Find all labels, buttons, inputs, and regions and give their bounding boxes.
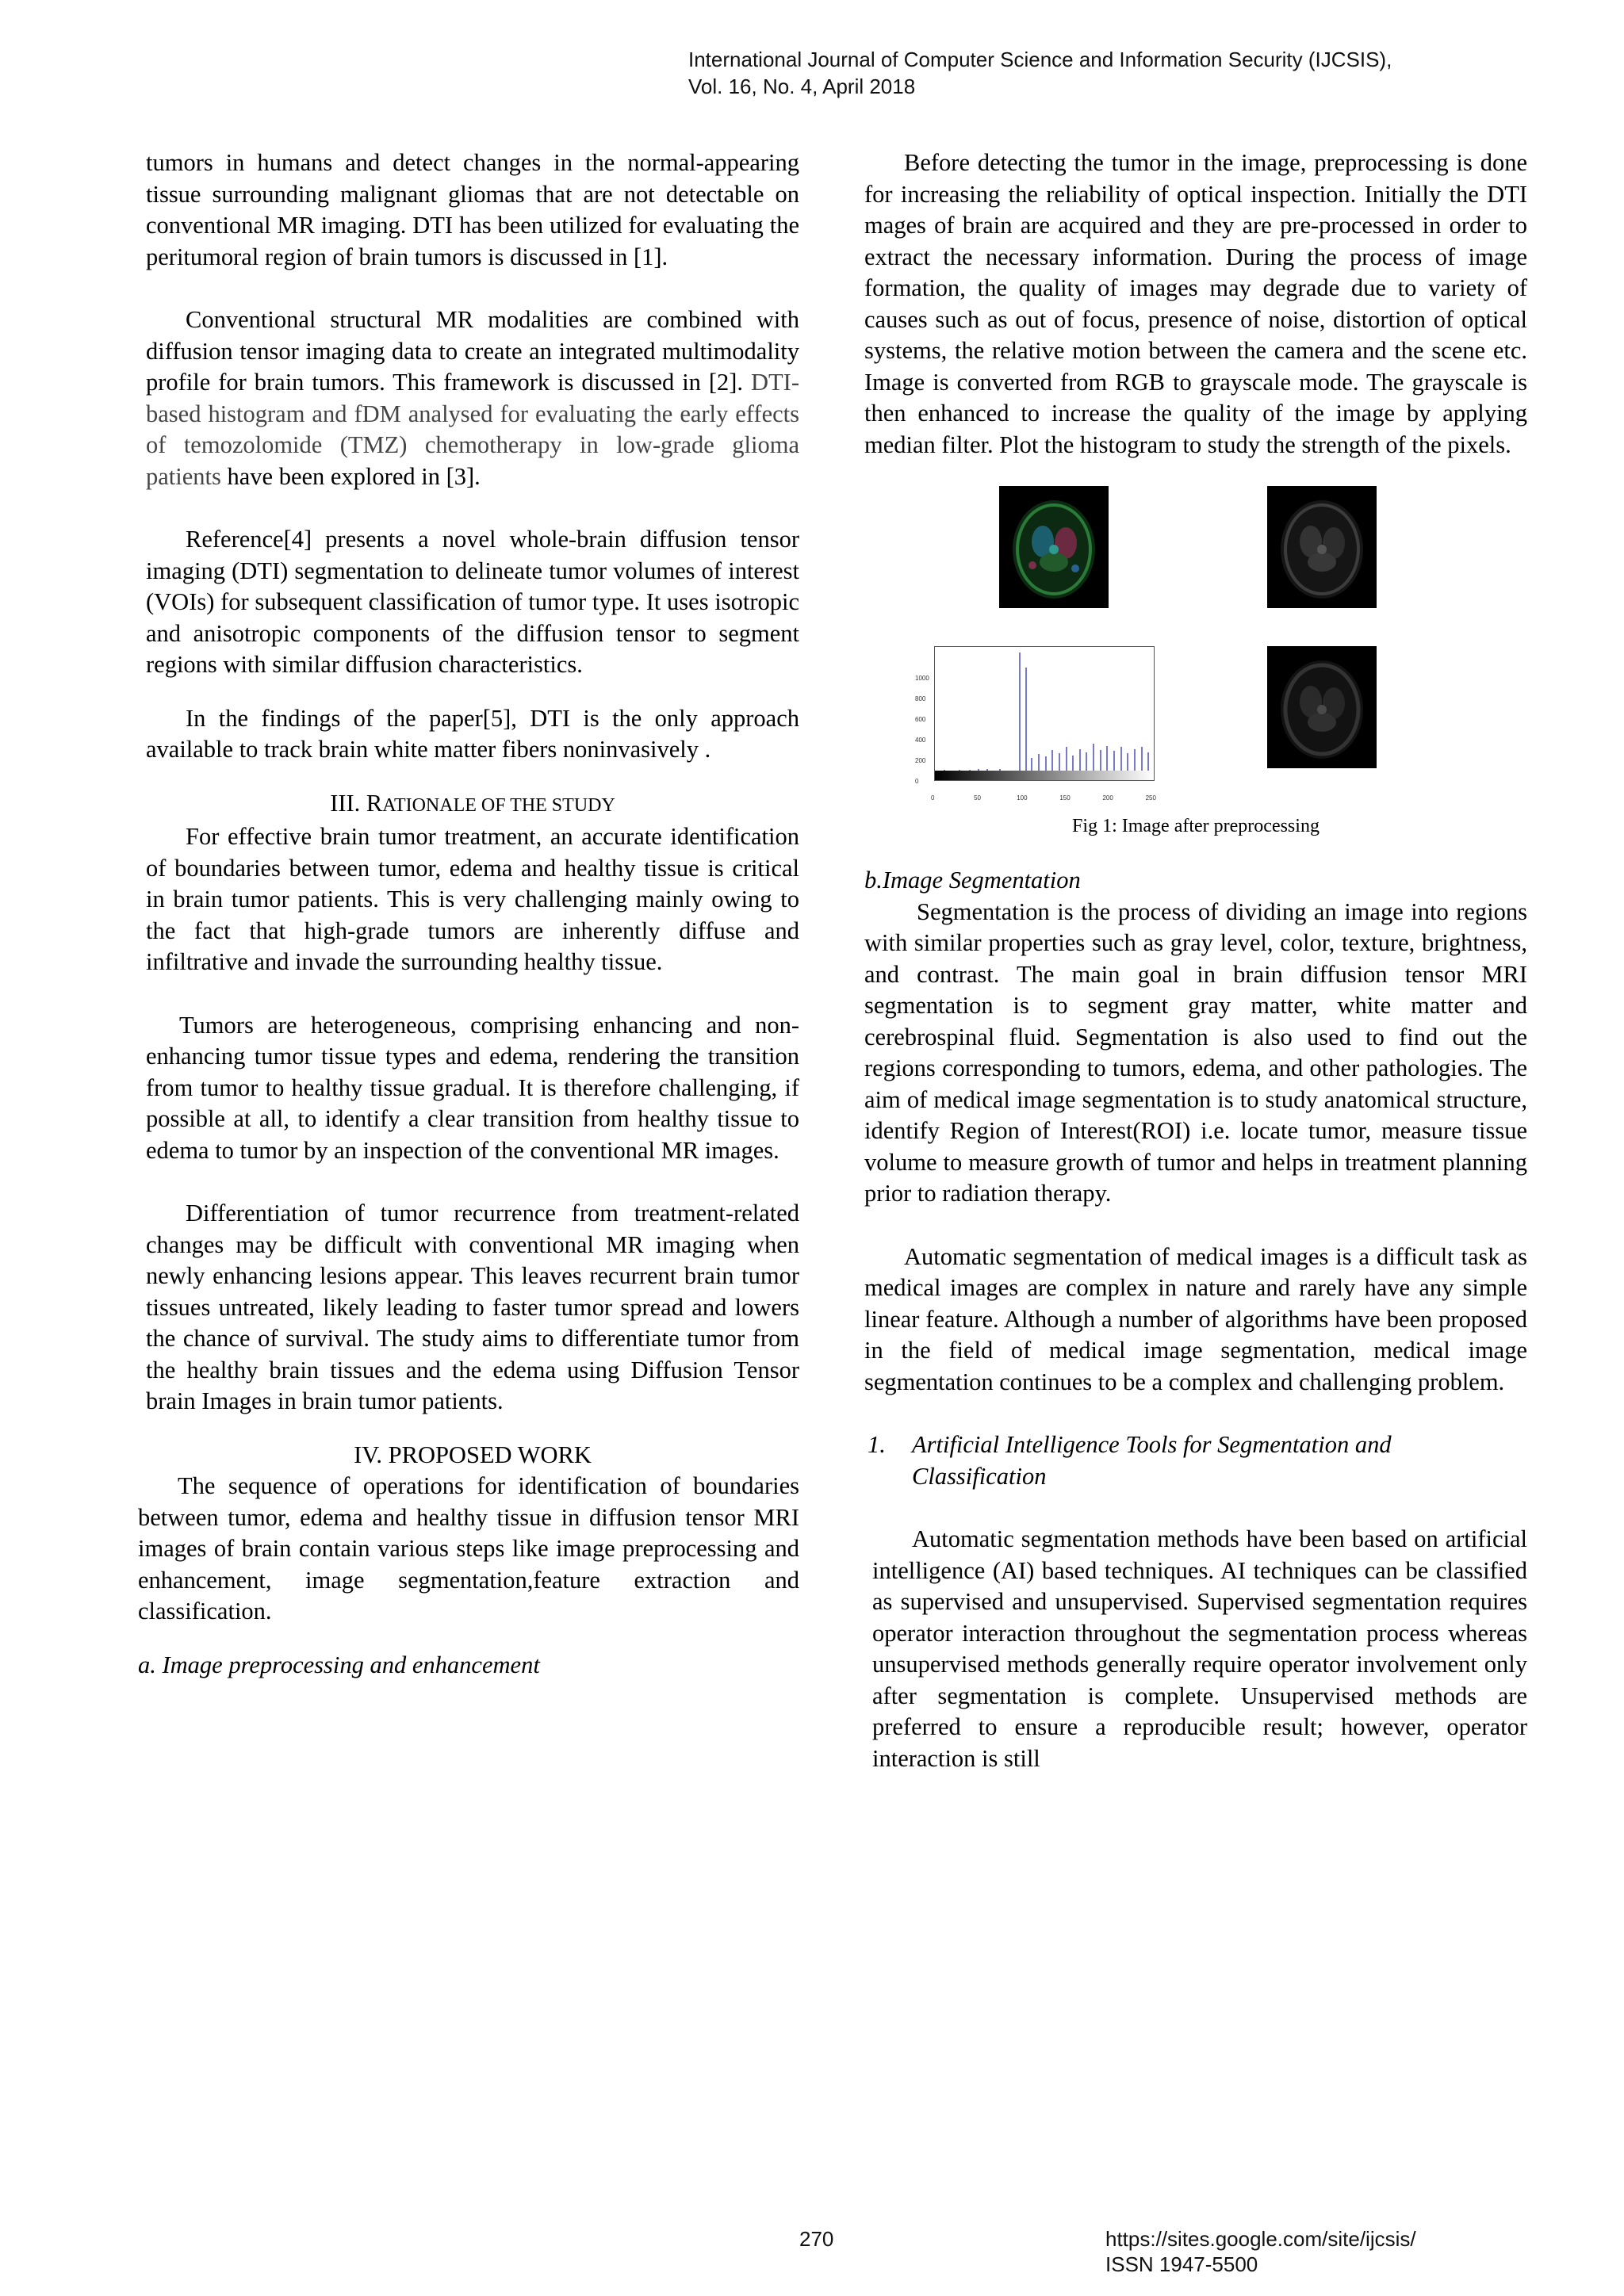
journal-header-line1: International Journal of Computer Science and Information Security (IJCSIS), xyxy=(688,48,1392,71)
paragraph: For effective brain tumor treatment, an accurate identification of boundaries between tumor, edema and healthy tissue is critical in brain tumor patients. This is very challenging mainly owing to the fact that high-grade tumors are inherently diffuse and infiltrative and invade the surrounding healthy tissue. xyxy=(146,823,799,975)
list-number: 1. xyxy=(868,1431,886,1458)
brain-filtered-icon xyxy=(1267,646,1377,768)
left-column xyxy=(138,147,799,1681)
histogram-bar xyxy=(1093,744,1094,771)
histogram-bar xyxy=(1025,668,1027,771)
original-image xyxy=(999,486,1109,608)
histogram-x-tick: 150 xyxy=(1059,794,1071,802)
section-heading-rationale xyxy=(146,788,799,822)
brain-color-icon xyxy=(999,486,1109,608)
histogram-y-tick: 400 xyxy=(915,737,926,744)
histogram-bar xyxy=(1106,746,1108,771)
histogram-y-tick: 1000 xyxy=(915,675,929,682)
histogram-bar xyxy=(1059,753,1060,771)
paragraph xyxy=(146,304,799,492)
brain-gray-icon xyxy=(1267,486,1377,608)
histogram-bar xyxy=(1051,750,1053,771)
histogram-x-tick: 250 xyxy=(1145,794,1156,802)
histogram-bar xyxy=(1072,756,1074,771)
subsection-heading: a. Image preprocessing and enhancement xyxy=(138,1651,540,1678)
histogram-bar xyxy=(1113,751,1115,771)
journal-header-line2: Vol. 16, No. 4, April 2018 xyxy=(688,75,916,98)
histogram-bar xyxy=(1127,753,1128,771)
paragraph-text-gray: DTI-based histogram and fDM analysed for evaluating the early effects of temozolomide (TMZ) chemotherapy in low-grade glioma patients xyxy=(146,369,799,490)
list-item xyxy=(864,1429,1527,1492)
histogram-bar xyxy=(1031,758,1032,771)
grayscale-image xyxy=(1267,486,1377,608)
subsection-heading: b.Image Segmentation xyxy=(864,867,1081,894)
histogram-bar xyxy=(1045,756,1047,771)
footer-issn: ISSN 1947-5500 xyxy=(1105,2252,1258,2276)
histogram-bar xyxy=(1086,752,1087,771)
section-heading-text: III. R xyxy=(330,789,383,817)
histogram-x-tick: 0 xyxy=(931,794,935,802)
list-heading: Artificial Intelligence Tools for Segmentation and Classification xyxy=(912,1431,1392,1490)
paragraph: Automatic segmentation methods have been based on artificial intelligence (AI) based techniques. AI techniques can be classified as supervised and unsupervised. Supervised segmentation requires operator interaction throughout the segmentation process whereas unsupervised methods generally require operator involvement only after segmentation is complete. Unsupervised methods are preferred to ensure a reproducible result; however, operator interaction is still xyxy=(872,1525,1527,1772)
histogram-bar xyxy=(1079,749,1081,771)
right-column xyxy=(864,147,1527,1774)
histogram-x-tick: 50 xyxy=(974,794,982,802)
histogram-bar xyxy=(1141,747,1143,771)
paragraph: Before detecting the tumor in the image, preprocessing is done for increasing the reliability of optical inspection. Initially the DTI mages of brain are acquired and they are pre-processed in order to extract the necessary information. During the process of image formation, the quality of images may degrade due to variety of causes such as out of focus, presence of noise, distortion of optical systems, the relative motion between the camera and the scene etc. Image is converted from RGB to grayscale mode. The grayscale is then enhanced to increase the quality of the image by applying median filter. Plot the histogram to study the strength of the pixels. xyxy=(864,149,1527,458)
histogram-bar xyxy=(1120,747,1122,771)
paragraph: In the findings of the paper[5], DTI is the only approach available to track brain white matter fibers noninvasively . xyxy=(146,704,799,763)
paragraph: Differentiation of tumor recurrence from treatment-related changes may be difficult with conventional MR imaging when newly enhancing lesions appear. This leaves recurrent brain tumor tissues untreated, likely leading to faster tumor spread and lowers the chance of survival. The study aims to differentiate tumor from the healthy brain tissues and the edema using Diffusion Tensor brain Images in brain tumor patients. xyxy=(146,1200,799,1414)
histogram-bar xyxy=(1147,752,1149,771)
section-heading-proposed-work: IV. PROPOSED WORK xyxy=(354,1441,592,1468)
histogram-chart xyxy=(934,646,1155,781)
histogram-bar xyxy=(1066,747,1067,771)
paragraph-text: Conventional structural MR modalities are combined with diffusion tensor imaging data to create an integrated multimodality profile for brain tumors. This framework is discussed in [2]. xyxy=(146,306,799,396)
histogram-y-tick: 800 xyxy=(915,695,926,702)
figure-preprocessing xyxy=(864,481,1527,814)
histogram-x-tick: 100 xyxy=(1017,794,1028,802)
histogram-colorbar xyxy=(935,771,1154,780)
histogram-y-tick: 600 xyxy=(915,716,926,723)
section-heading-text: ATIONALE OF THE STUDY xyxy=(382,794,615,816)
histogram-y-tick: 0 xyxy=(915,778,919,785)
filtered-image xyxy=(1267,646,1377,768)
paragraph: Reference[4] presents a novel whole-brain diffusion tensor imaging (DTI) segmentation to delineate tumor volumes of interest (VOIs) for subsequent classification of tumor type. It uses isotropic and anisotropic components of the diffusion tensor to segment regions with similar diffusion characteristics. xyxy=(146,526,799,678)
histogram-bar xyxy=(1019,652,1021,771)
histogram-bar xyxy=(1038,754,1040,771)
histogram-bar xyxy=(1134,749,1136,771)
paragraph: Automatic segmentation of medical images is a difficult task as medical images are complex in nature and rarely have any simple linear feature. Although a number of algorithms have been proposed in the field of medical image segmentation, medical image segmentation continues to be a complex and challenging problem. xyxy=(864,1242,1527,1395)
paragraph: The sequence of operations for identification of boundaries between tumor, edema and healthy tissue in diffusion tensor MRI images of brain contain various steps like image preprocessing and enhancement, image segmentation,feature extraction and classification. xyxy=(138,1472,799,1624)
figure-caption: Fig 1: Image after preprocessing xyxy=(1072,816,1320,836)
paragraph: Segmentation is the process of dividing an image into regions with similar properties such as gray level, color, texture, brightness, and contrast. The main goal in brain diffusion tensor MRI segmentation is to segment gray matter, white matter and cerebrospinal fluid. Segmentation is also used to find out the regions corresponding to tumors, edema, and other pathologies. The aim of medical image segmentation is to study anatomical structure, identify Region of Interest(ROI) i.e. locate tumor, measure tissue volume to measure growth of tumor and helps in treatment planning prior to radiation therapy. xyxy=(864,897,1527,1207)
histogram-bar xyxy=(1100,750,1101,771)
paragraph-text: have been explored in [3]. xyxy=(220,462,481,490)
page-number: 270 xyxy=(799,2227,834,2251)
histogram-y-tick: 200 xyxy=(915,757,926,764)
histogram-x-tick: 200 xyxy=(1102,794,1113,802)
footer-url: https://sites.google.com/site/ijcsis/ xyxy=(1105,2227,1416,2251)
paragraph: tumors in humans and detect changes in the normal-appearing tissue surrounding malignant gliomas that are not detectable on conventional MR imaging. DTI has been utilized for evaluating the peritumoral region of brain tumors is discussed in [1]. xyxy=(146,149,799,270)
journal-header xyxy=(688,46,1392,100)
histogram-plot-area xyxy=(935,647,1154,771)
paragraph: Tumors are heterogeneous, comprising enhancing and non-enhancing tumor tissue types and edema, rendering the transition from tumor to healthy tissue gradual. It is therefore challenging, if possible at all, to identify a clear transition from healthy tissue to edema to tumor by an inspection of the conventional MR images. xyxy=(146,1011,799,1164)
